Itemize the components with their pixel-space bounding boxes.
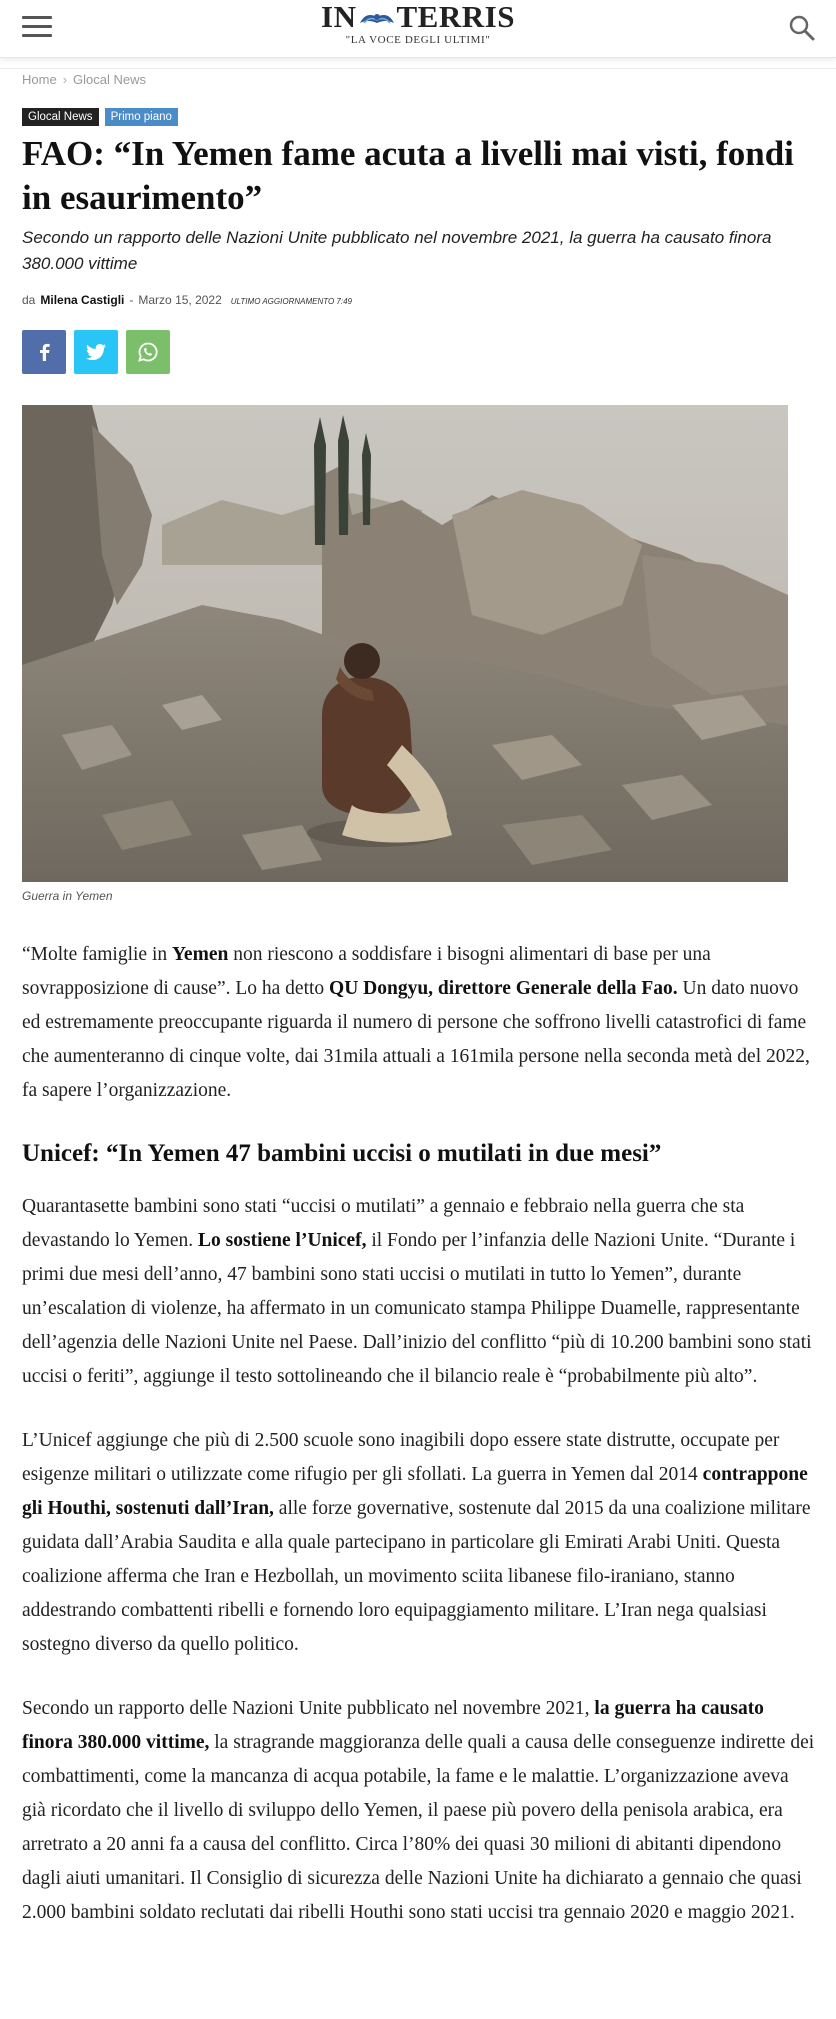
paragraph-1 — [22, 938, 817, 1108]
logo-emblem-icon — [358, 7, 396, 29]
tag-primo-piano[interactable]: Primo piano — [105, 108, 178, 126]
paragraph-bold-text: la guerra ha causato finora 380.000 vittime, — [22, 1698, 764, 1753]
site-header — [0, 0, 836, 58]
article-meta — [22, 293, 352, 307]
tag-glocal-news[interactable]: Glocal News — [22, 108, 99, 126]
twitter-icon — [86, 344, 106, 360]
article-title: FAO: “In Yemen fame acuta a livelli mai visti, fondi in esaurimento” — [22, 134, 794, 217]
breadcrumb-separator: › — [62, 72, 68, 87]
breadcrumb-divider — [0, 68, 836, 69]
paragraph-text: Un dato nuovo ed estremamente preoccupante riguarda il numero di persone che soffrono livelli catastrofici di fame che aumenteranno di cinque volte, dai 31mila attuali a 161mila persone nella seconda metà del 2022, fa sapere l’organizzazione. — [22, 978, 810, 1101]
paragraph-bold-text: contrappone gli Houthi, sostenuti dall’Iran, — [22, 1464, 808, 1519]
facebook-icon — [37, 343, 51, 361]
whatsapp-icon — [138, 342, 158, 362]
hero-image-illustration — [22, 405, 788, 882]
paragraph-text: “Molte famiglie in — [22, 944, 173, 965]
paragraph-text: non riescono a soddisfare i bisogni alimentari di base per una sovrapposizione di cause”. Lo ha detto — [22, 944, 711, 999]
paragraph-4 — [22, 1692, 817, 1930]
paragraph-2 — [22, 1190, 817, 1394]
paragraph-3 — [22, 1424, 817, 1662]
image-caption: Guerra in Yemen — [22, 889, 113, 903]
search-button[interactable] — [788, 14, 816, 42]
search-icon — [788, 14, 816, 42]
logo-text-terris: TERRIS — [396, 0, 515, 34]
share-buttons — [22, 330, 170, 374]
logo-tagline: "LA VOCE DEGLI ULTIMI" — [345, 34, 491, 46]
whatsapp-share-button[interactable] — [126, 330, 170, 374]
logo-title — [0, 0, 836, 34]
paragraph-text: il Fondo per l’infanzia delle Nazioni Unite. “Durante i primi due mesi dell’anno, 47 bambini sono stati uccisi o mutilati in tutto lo Yemen”, durante un’escalation di violenze, ha affermato in un comunicato stampa Philippe Duamelle, rappresentante dell’agenzia delle Nazioni Unite nel Paese. Dall’inizio del conflitto “più di 10.200 bambini sono stati uccisi o feriti”, aggiunge il testo sottolineando che il bilancio reale è “probabilmente più alto”. — [22, 1230, 812, 1387]
site-logo[interactable] — [0, 0, 836, 46]
meta-dash: - — [129, 293, 134, 307]
article-subtitle: Secondo un rapporto delle Nazioni Unite pubblicato nel novembre 2021, la guerra ha causato finora 380.000 vittime — [22, 228, 772, 273]
category-tags — [22, 108, 178, 126]
breadcrumb — [22, 72, 146, 87]
facebook-share-button[interactable] — [22, 330, 66, 374]
publish-date: Marzo 15, 2022 — [138, 293, 222, 307]
meta-by-label: da — [22, 293, 36, 307]
breadcrumb-category-link[interactable]: Glocal News — [73, 72, 146, 87]
logo-text-in: IN — [321, 0, 357, 34]
hero-image — [22, 405, 788, 882]
paragraph-text: Secondo un rapporto delle Nazioni Unite pubblicato nel novembre 2021, — [22, 1698, 595, 1719]
last-updated: ULTIMO AGGIORNAMENTO 7:49 — [230, 297, 352, 306]
paragraph-text: Quarantasette bambini sono stati “uccisi o mutilati” a gennaio e febbraio nella guerra che sta devastando lo Yemen. — [22, 1196, 745, 1251]
paragraph-bold-text: Yemen — [172, 944, 229, 965]
twitter-share-button[interactable] — [74, 330, 118, 374]
section-heading: Unicef: “In Yemen 47 bambini uccisi o mutilati in due mesi” — [22, 1140, 662, 1167]
paragraph-text: L’Unicef aggiunge che più di 2.500 scuole sono inagibili dopo essere state distrutte, occupate per esigenze militari o utilizzate come rifugio per gli sfollati. La guerra in Yemen dal 2014 — [22, 1430, 780, 1485]
breadcrumb-home-link[interactable]: Home — [22, 72, 57, 87]
paragraph-bold-text: Lo sostiene l’Unicef, — [198, 1230, 367, 1251]
paragraph-text: la stragrande maggioranza delle quali a causa delle conseguenze indirette dei combattimenti, come la mancanza di acqua potabile, la fame e le malattie. L’organizzazione aveva già ricordato che il livello di sviluppo dello Yemen, il paese più povero della penisola arabica, era arretrato a 20 anni fa a causa del conflitto. Circa l’80% dei quasi 30 milioni di abitanti dipendono dagli aiuti umanitari. Il Consiglio di sicurezza delle Nazioni Unite ha dichiarato a gennaio che quasi 2.000 bambini soldato reclutati dai ribelli Houthi sono stati uccisi tra gennaio 2020 e maggio 2021. — [22, 1732, 815, 1923]
paragraph-bold-text: QU Dongyu, direttore Generale della Fao. — [329, 978, 678, 999]
author-link[interactable]: Milena Castigli — [40, 293, 125, 307]
paragraph-text: alle forze governative, sostenute dal 2015 da una coalizione militare guidata dall’Arabia Saudita e alla quale partecipano in particolare gli Emirati Arabi Uniti. Questa coalizione afferma che Iran e Hezbollah, un movimento sciita libanese filo-iraniano, stanno addestrando combattenti ribelli e fornendo loro equipaggiamento militare. L’Iran nega qualsiasi sostegno diverso da quello politico. — [22, 1498, 811, 1655]
article-body — [22, 938, 817, 1960]
